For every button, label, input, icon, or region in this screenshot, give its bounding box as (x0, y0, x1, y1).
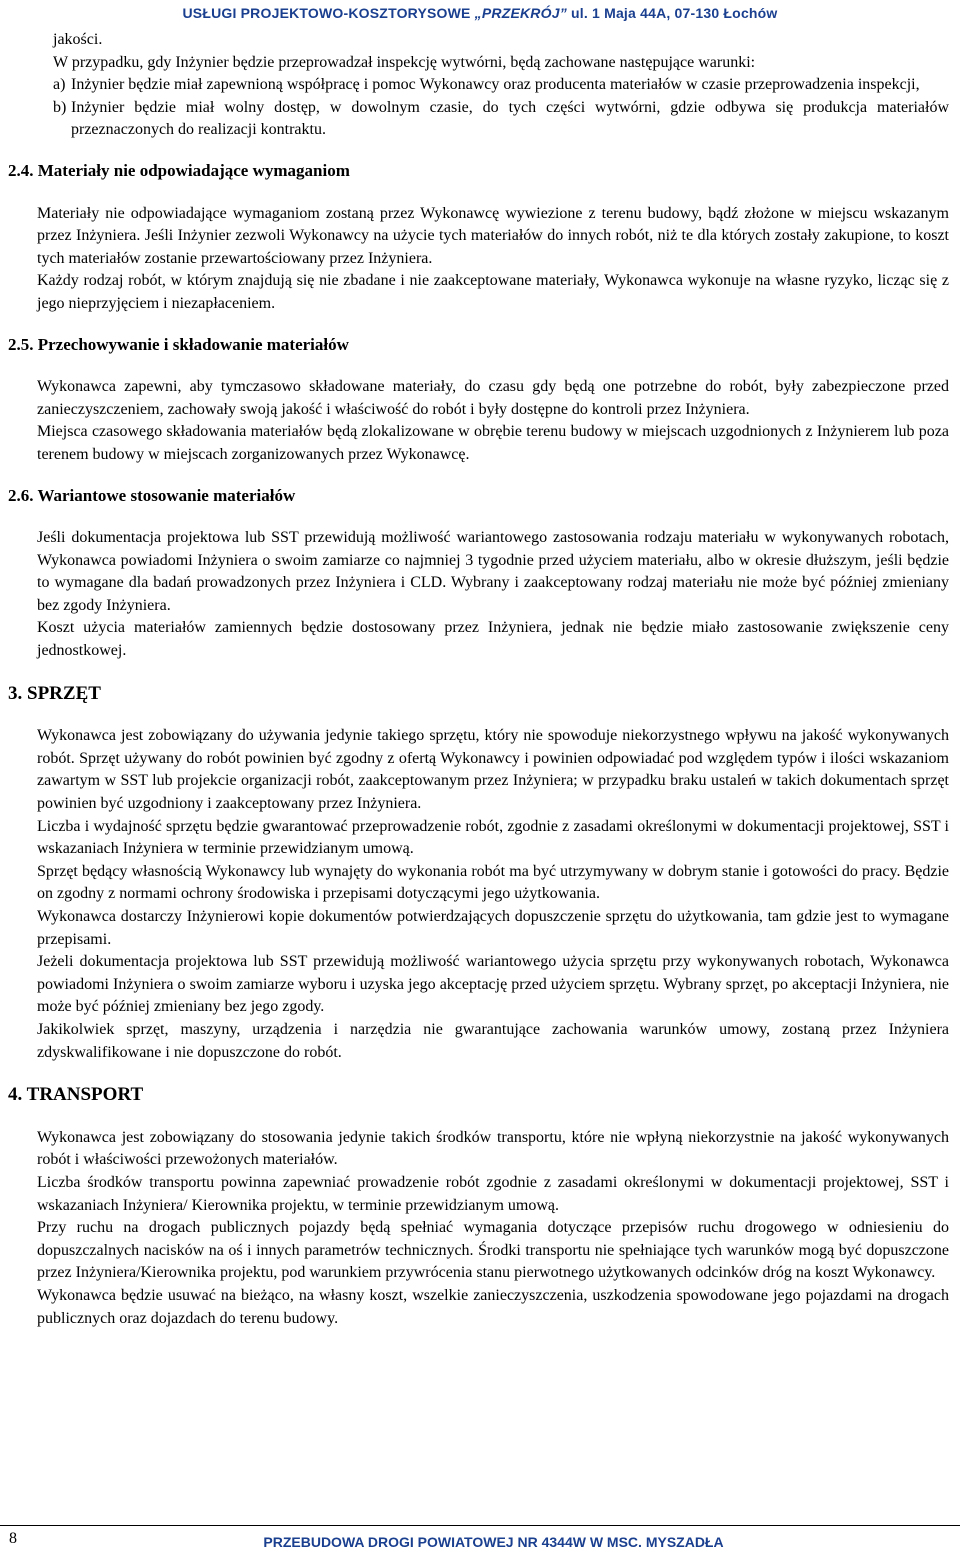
section-title-4: 4. TRANSPORT (8, 1084, 144, 1106)
paragraph: Materiały nie odpowiadające wymaganiom zostaną przez Wykonawcę wywiezione z terenu budowy, bądź złożone w miejscu wskazanym przez Inżyniera. Jeśli Inżynier zezwoli Wykonawcy na użycie tych materiałów do innych robót, niż te dla których zostały zakupione, to koszt tych materiałów zostanie przewartościowany przez Inżyniera. (37, 204, 949, 267)
paragraph: Liczba i wydajność sprzętu będzie gwarantować przeprowadzenie robót, zgodnie z zasadami określonymi w dokumentacji projektowej, SST i wskazaniach Inżyniera w terminie przewidzianym umową. (37, 817, 949, 858)
paragraph: Liczba środków transportu powinna zapewniać prowadzenie robót zgodnie z zasadami określonymi w dokumentacji projektowej, SST i wskazaniach Inżyniera/ Kierownika projektu, w terminie przewidzianym umową. (37, 1173, 949, 1214)
paragraph: Sprzęt będący własnością Wykonawcy lub wynajęty do wykonania robót ma być utrzymywany w dobrym stanie i gotowości do pracy. Będzie on zgodny z normami ochrony środowiska i przepisami dotyczącymi jego użytkowania. (37, 862, 949, 903)
page-number: 8 (9, 1530, 17, 1547)
header-prefix: USŁUGI PROJEKTOWO-KOSZTORYSOWE (182, 5, 475, 21)
paragraph: Wykonawca zapewni, aby tymczasowo składowane materiały, do czasu gdy będą one potrzebne do robót, były zabezpieczone przed zanieczyszczeniem, zachowały swoją jakość i właściwość do robót i były dostępne do kontroli przez Inżyniera. (37, 378, 949, 418)
paragraph: Wykonawca będzie usuwać na bieżąco, na własny koszt, wszelkie zanieczyszczenia, uszkodzenia spowodowane jego pojazdami na drogach publicznych oraz dojazdach do terenu budowy. (37, 1286, 949, 1327)
section-title-2-5: 2.5. Przechowywanie i składowanie materiałów (8, 334, 349, 354)
intro-line1: W przypadku, gdy Inżynier będzie przeprowadzał inspekcję wytwórni, będą zachowane następujące warunki: (53, 53, 756, 71)
list-item-a (8, 74, 949, 97)
intro-line0: jakości. (53, 31, 103, 48)
paragraph: Jakikolwiek sprzęt, maszyny, urządzenia i narzędzia nie gwarantujące zachowania warunków umowy, zostaną przez Inżyniera zdyskwalifikowane i nie dopuszczone do robót. (37, 1020, 949, 1061)
document-body (8, 20, 949, 1330)
paragraph: Miejsca czasowego składowania materiałów będą zlokalizowane w obrębie terenu budowy w miejscach uzgodnionych z Inżynierem lub poza terenem budowy w miejscach zorganizowanych przez Wykonawcę. (37, 423, 949, 463)
paragraph: Wykonawca jest zobowiązany do stosowania jedynie takich środków transportu, które nie wpłyną niekorzystnie na jakość wykonywanych robót i właściwości przewożonych materiałów. (37, 1128, 949, 1169)
paragraph: Przy ruchu na drogach publicznych pojazdy będą spełniać wymagania dotyczące przepisów ruchu drogowego w odniesieniu do dopuszczalnych nacisków na oś i innych parametrów technicznych. Środki transportu nie spełniające tych warunków mogą być dopuszczone przez Inżyniera/Kierownika projektu, pod warunkiem przywrócenia stanu pierwotnego użytkowanych odcinków dróg na koszt Wykonawcy. (37, 1219, 949, 1282)
paragraph: Jeżeli dokumentacja projektowa lub SST przewidują możliwość wariantowego użycia sprzętu przy wykonywanych robotach, Wykonawca powiadomi Inżyniera o swoim zamiarze wyboru i uzyska jego akceptację przed użyciem sprzętu. Wybrany sprzęt, po akceptacji Inżyniera, nie może być później zmieniany bez jego zgody. (37, 953, 949, 1016)
paragraph: Wykonawca jest zobowiązany do używania jedynie takiego sprzętu, który nie spowoduje niekorzystnego wpływu na jakość wykonywanych robót. Sprzęt używany do robót powinien być zgodny z ofertą Wykonawcy i powinien odpowiadać pod względem typów i ilości wskazaniom zawartym w SST lub projekcie organizacji robót, zaakceptowanym przez Inżyniera; w przypadku braku ustaleń w takich dokumentach sprzęt powinien być uzgodniony i zaakceptowany przez Inżyniera. (37, 727, 949, 813)
list-item-text: Inżynier będzie miał zapewnioną współpracę i pomoc Wykonawcy oraz producenta materiałów w czasie przeprowadzenia inspekcji, (71, 76, 920, 94)
page-header (0, 5, 960, 21)
paragraph: Każdy rodzaj robót, w którym znajdują się nie zbadane i nie zaakceptowane materiały, Wykonawca wykonuje na własne ryzyko, licząc się z jego nieprzyjęciem i niezapłaceniem. (37, 272, 949, 312)
header-address: ul. 1 Maja 44A, 07-130 Łochów (566, 5, 778, 21)
section-title-3: 3. SPRZĘT (8, 682, 101, 704)
paragraph: Koszt użycia materiałów zamiennych będzie dostosowany przez Inżyniera, jednak nie będzie miało zastosowanie zwiększenie ceny jednostkowej. (37, 619, 949, 660)
list-item-b (8, 97, 949, 142)
list-item-label: a) (53, 76, 66, 94)
paragraph: Wykonawca dostarczy Inżynierowi kopie dokumentów potwierdzających dopuszczenie sprzętu do użytkowania, tam gdzie jest to wymagane przepisami. (37, 908, 949, 948)
section-title-2-6: 2.6. Wariantowe stosowanie materiałów (8, 485, 296, 505)
paragraph: Jeśli dokumentacja projektowa lub SST przewidują możliwość wariantowego zastosowania rodzaju materiału w wykonywanych robotach, Wykonawca powiadomi Inżyniera o swoim zamiarze co najmniej 3 tygodnie przed użyciem materiału, albo w okresie dłuższym, jeśli będzie to wymagane dla badań prowadzonych przez Inżyniera i CLD. Wybrany i zaakceptowany rodzaj materiału nie może być później zmieniany bez zgody Inżyniera. (37, 529, 949, 614)
footer-title: PRZEBUDOWA DROGI POWIATOWEJ NR 4344W W MSC. MYSZADŁA (263, 1534, 724, 1550)
list-item-label: b) (53, 98, 67, 116)
list-item-text: Inżynier będzie miał wolny dostęp, w dowolnym czasie, do tych części wytwórni, gdzie odbywa się produkcja materiałów przeznaczonych do realizacji kontraktu. (71, 98, 949, 139)
section-title-2-4: 2.4. Materiały nie odpowiadające wymaganiom (8, 160, 350, 180)
header-company: „PRZEKRÓJ” (474, 5, 567, 21)
footer-divider (0, 1525, 960, 1526)
